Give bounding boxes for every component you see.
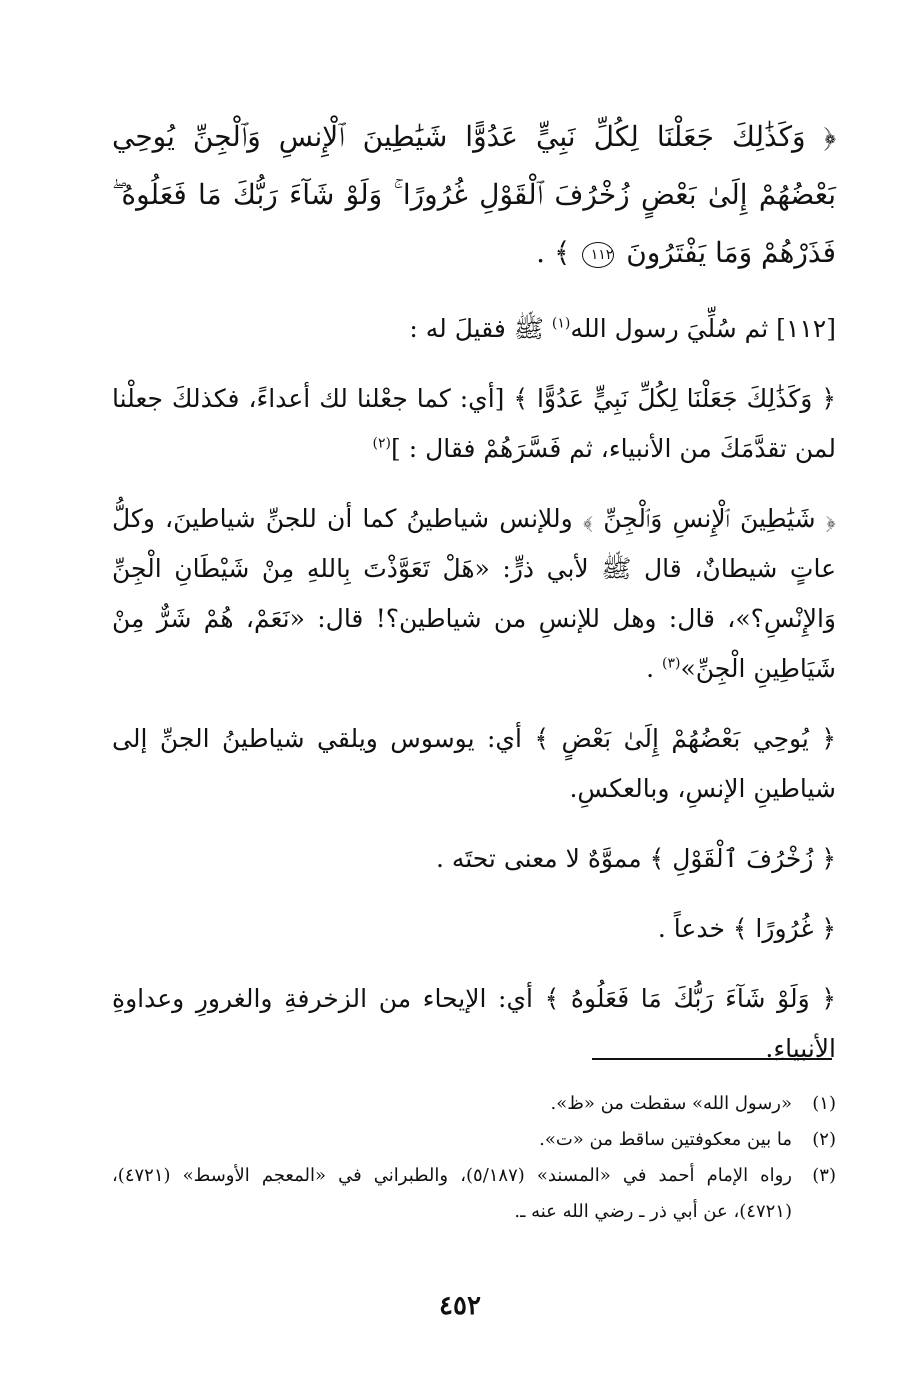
verse-closing: ﴾ . xyxy=(536,236,571,269)
footnote xyxy=(112,1158,836,1230)
commentary-paragraph xyxy=(112,714,836,814)
main-text xyxy=(112,108,836,1094)
paragraph-text: [١١٢] ثم سُلِّيَ رسول الله xyxy=(570,314,836,343)
paragraph-text: ﴿ زُخْرُفَ ٱلْقَوْلِ ﴾ مموَّهٌ لا معنى تحتَه . xyxy=(435,844,836,873)
footnote-number: (٣) xyxy=(812,1165,836,1186)
paragraph-text-end: . xyxy=(646,654,662,683)
footnote-text: «رسول الله» سقطت من «ظ». xyxy=(550,1093,792,1114)
footnote-text: ما بين معكوفتين ساقط من «ت». xyxy=(539,1129,792,1150)
commentary-paragraph xyxy=(112,834,836,884)
footnote xyxy=(112,1086,836,1122)
paragraph-text: ﴿ غُرُورًا ﴾ خدعاً . xyxy=(657,914,836,943)
page-number: ٤٥٢ xyxy=(439,1291,481,1321)
commentary-paragraph xyxy=(112,904,836,954)
paragraph-text: ﴿ وَلَوْ شَآءَ رَبُّكَ مَا فَعَلُوهُ ﴾ أي: الإيحاء من الزخرفةِ والغرورِ وعداوةِ الأنبياءِ. xyxy=(112,984,836,1063)
commentary-paragraph xyxy=(112,494,836,694)
paragraph-text: ﴿ شَيَٰطِينَ ٱلْإِنسِ وَٱلْجِنِّ ﴾ وللإنس شياطينُ كما أن للجنِّ شياطينَ، وكلُّ عاتٍ شيطانٌ، قال ﷺ لأبي ذرٍّ: «هَلْ تَعَوَّذْتَ بِاللهِ مِنْ شَيْطَانِ الْجِنِّ وَالإِنْسِ؟»، قال: وهل للإنسِ من شياطين؟! قال: «نَعَمْ، هُمْ شَرٌّ مِنْ شَيَاطِينِ الْجِنِّ» xyxy=(112,504,836,683)
paragraph-text-end: ﷺ فقيلَ له : xyxy=(409,314,552,343)
commentary-paragraph xyxy=(112,304,836,354)
footnote-text: رواه الإمام أحمد في «المسند» (٥/١٨٧)، والطبراني في «المعجم الأوسط» (٤٧٢١)، (٤٧٢١)، عن أبي ذر ـ رضي الله عنه ـ. xyxy=(112,1165,792,1222)
footnote-number: (١) xyxy=(812,1093,836,1114)
footnote xyxy=(112,1122,836,1158)
quran-verse xyxy=(112,108,836,282)
paragraph-text: ﴿ وَكَذَٰلِكَ جَعَلْنَا لِكُلِّ نَبِيٍّ عَدُوًّا ﴾ [أي: كما جعْلنا لك أعداءً، فكذلكَ جعلْنا لمن تقدَّمَكَ من الأنبياء، ثم فَسَّرَهُمْ فقال : ] xyxy=(112,384,836,463)
paragraph-text: ﴿ يُوحِي بَعْضُهُمْ إِلَىٰ بَعْضٍ ﴾ أي: يوسوس ويلقي شياطينُ الجنِّ إلى شياطينِ الإنسِ، وبالعكسِ. xyxy=(112,724,836,803)
ayah-number-marker: ١١٢ xyxy=(582,242,614,268)
footnote-ref[interactable]: (١) xyxy=(551,315,571,332)
footnote-ref[interactable]: (٣) xyxy=(661,655,681,672)
footnote-separator xyxy=(592,1058,832,1060)
verse-text: ﴿ وَكَذَٰلِكَ جَعَلْنَا لِكُلِّ نَبِيٍّ عَدُوًّا شَيَٰطِينَ ٱلْإِنسِ وَٱلْجِنِّ يُوحِي بَعْضُهُمْ إِلَىٰ بَعْضٍ زُخْرُفَ ٱلْقَوْلِ غُرُورًا ۚ وَلَوْ شَآءَ رَبُّكَ مَا فَعَلُوهُ ۖ فَذَرْهُمْ وَمَا يَفْتَرُونَ xyxy=(112,120,836,269)
commentary-paragraph xyxy=(112,374,836,474)
footnotes xyxy=(112,1086,836,1230)
footnote-number: (٢) xyxy=(812,1129,836,1150)
footnote-ref[interactable]: (٢) xyxy=(372,435,391,452)
